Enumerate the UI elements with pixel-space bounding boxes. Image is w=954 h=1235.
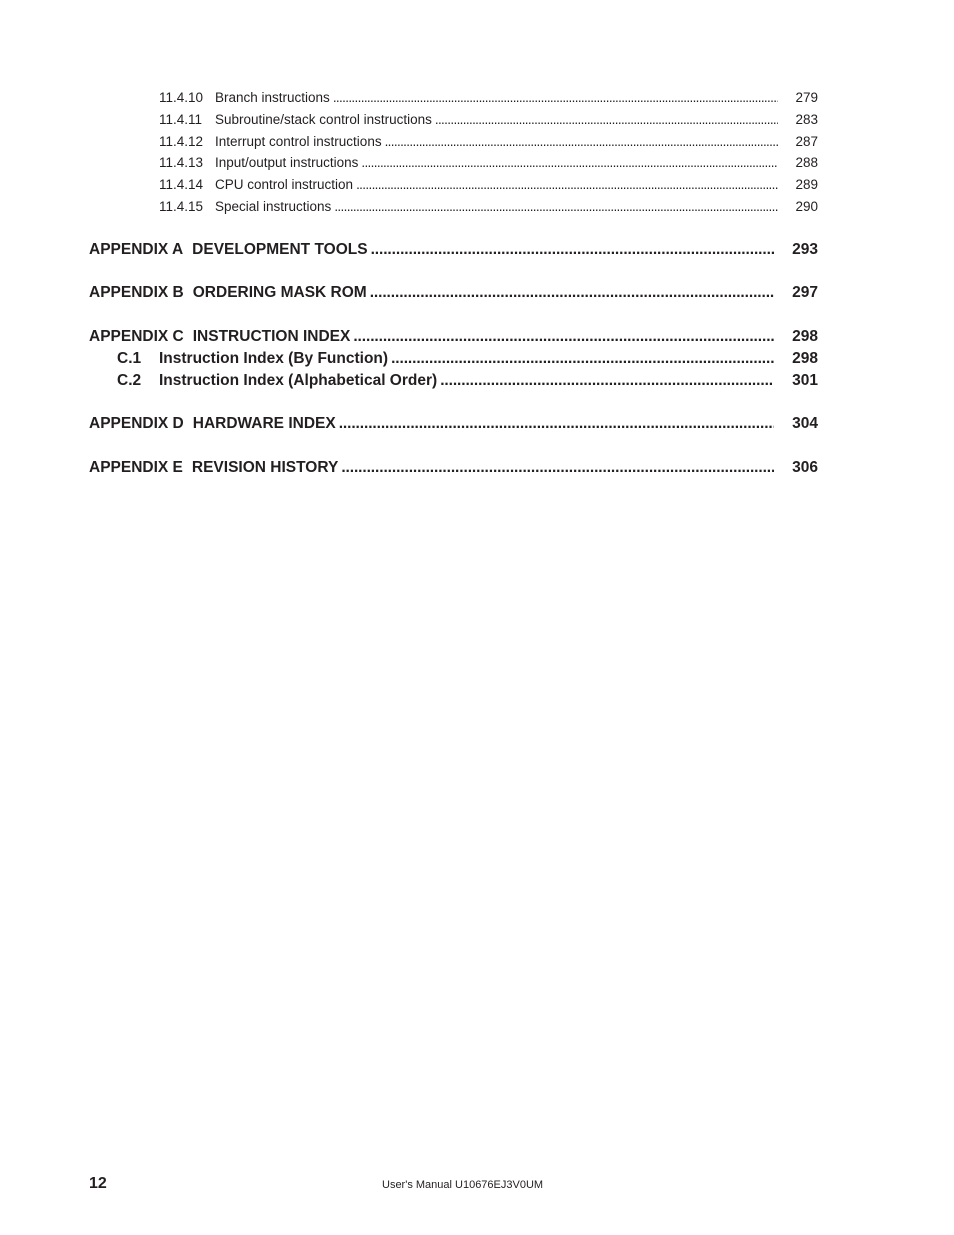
toc-appendix-page: 298	[792, 328, 818, 345]
toc-section-page: 301	[792, 372, 818, 389]
toc-section-number: C.2	[117, 372, 142, 389]
toc-appendix-title: DEVELOPMENT TOOLS	[192, 241, 368, 258]
toc-appendix-d[interactable]	[89, 415, 818, 433]
toc-section-title: Instruction Index (Alphabetical Order)	[159, 372, 438, 389]
toc-entry-number: 11.4.13	[159, 155, 204, 170]
toc-leader-dots	[353, 328, 774, 344]
toc-leader-dots	[341, 459, 774, 475]
toc-leader-dots	[391, 350, 774, 366]
page-number: 12	[89, 1175, 107, 1192]
toc-section-page: 298	[792, 350, 818, 367]
toc-entry-page: 290	[795, 199, 818, 214]
toc-appendix-title: REVISION HISTORY	[191, 459, 339, 476]
toc-appendix-label: APPENDIX B	[89, 284, 184, 301]
toc-leader-dots	[370, 284, 774, 300]
toc-leader-dots	[440, 372, 774, 388]
toc-appendix-title: INSTRUCTION INDEX	[192, 328, 351, 345]
toc-entry-number: 11.4.12	[159, 134, 204, 149]
toc-appendix-title: HARDWARE INDEX	[192, 415, 336, 432]
toc-section-title: Instruction Index (By Function)	[159, 350, 389, 367]
toc-appendix-title: ORDERING MASK ROM	[192, 284, 367, 301]
toc-entry-11-4-15[interactable]	[159, 199, 818, 214]
toc-appendix-c[interactable]	[89, 328, 818, 346]
toc-entry-page: 283	[795, 112, 818, 127]
toc-leader-dots	[435, 112, 778, 126]
toc-entry-title: Subroutine/stack control instructions	[215, 112, 432, 127]
toc-entry-11-4-13[interactable]	[159, 155, 818, 170]
toc-entry-number: 11.4.15	[159, 199, 204, 214]
toc-appendix-b[interactable]	[89, 284, 818, 302]
toc-leader-dots	[339, 415, 774, 431]
toc-leader-dots	[356, 177, 778, 191]
toc-appendix-e[interactable]	[89, 459, 818, 477]
toc-appendix-page: 297	[792, 284, 818, 301]
toc-appendix-label: APPENDIX A	[89, 241, 184, 258]
toc-entry-11-4-14[interactable]	[159, 177, 818, 192]
toc-leader-dots	[334, 199, 778, 213]
toc-section-c-2[interactable]	[117, 372, 818, 390]
toc-leader-dots	[385, 134, 778, 148]
toc-appendix-page: 293	[792, 241, 818, 258]
toc-entry-title: Input/output instructions	[215, 155, 359, 170]
toc-entry-page: 287	[795, 134, 818, 149]
manual-identifier: User's Manual U10676EJ3V0UM	[382, 1179, 544, 1191]
toc-entry-number: 11.4.11	[159, 112, 203, 127]
toc-section-c-1[interactable]	[117, 350, 818, 368]
toc-entry-number: 11.4.14	[159, 177, 204, 192]
toc-entry-11-4-11[interactable]	[159, 112, 818, 127]
toc-entry-page: 289	[795, 177, 818, 192]
toc-entry-11-4-12[interactable]	[159, 134, 818, 149]
toc-entry-11-4-10[interactable]	[159, 90, 818, 105]
toc-entry-title: CPU control instruction	[215, 177, 354, 192]
toc-section-number: C.1	[117, 350, 142, 367]
toc-entry-number: 11.4.10	[159, 90, 204, 105]
toc-leader-dots	[371, 241, 774, 257]
toc-leader-dots	[333, 90, 778, 104]
toc-appendix-a[interactable]	[89, 241, 818, 259]
toc-appendix-label: APPENDIX E	[89, 459, 183, 476]
toc-appendix-page: 304	[792, 415, 818, 432]
toc-leader-dots	[361, 155, 778, 169]
toc-appendix-label: APPENDIX C	[89, 328, 184, 345]
toc-entry-page: 288	[795, 155, 818, 170]
toc-entry-page: 279	[795, 90, 818, 105]
toc-entry-title: Special instructions	[215, 199, 332, 214]
toc-appendix-page: 306	[792, 459, 818, 476]
toc-entry-title: Interrupt control instructions	[215, 134, 382, 149]
toc-entry-title: Branch instructions	[215, 90, 330, 105]
toc-appendix-label: APPENDIX D	[89, 415, 184, 432]
